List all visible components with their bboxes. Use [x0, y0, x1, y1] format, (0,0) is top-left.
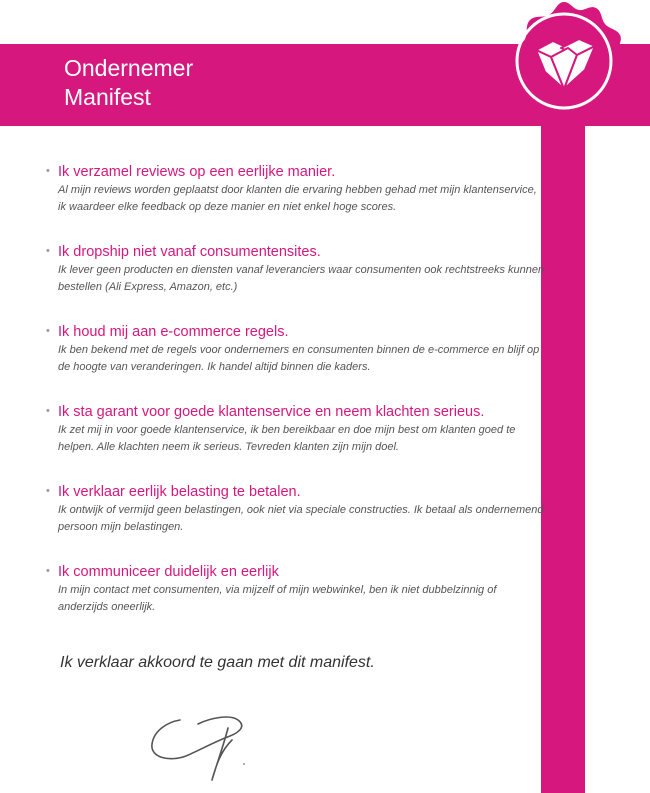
declaration-text: Ik verklaar akkoord te gaan met dit manifest. [60, 654, 375, 671]
item-body: Al mijn reviews worden geplaatst door klanten die ervaring hebben gehad met mijn klantenservice, ik waardeer elke feedback op deze manier en niet enkel hoge scores. [58, 184, 537, 213]
bullet-icon: • [46, 325, 50, 337]
list-item [46, 162, 546, 216]
item-body: Ik lever geen producten en diensten vanaf leveranciers waar consumenten ook rechtstreeks kunnen bestellen (Ali Express, Amazon, etc.) [58, 264, 545, 293]
item-body: Ik zet mij in voor goede klantenservice, ik ben bereikbaar en doe mijn best om klanten goed te helpen. Alle klachten neem ik serieus. Tevreden klanten zijn mijn doel. [58, 424, 516, 453]
list-item [46, 482, 546, 536]
page-title: Ondernemer Manifest [64, 55, 194, 110]
item-heading: Ik communiceer duidelijk en eerlijk [58, 564, 279, 580]
item-heading: Ik verklaar eerlijk belasting te betalen. [58, 484, 301, 500]
vertical-ribbon [541, 100, 585, 793]
manifest-list [46, 162, 546, 642]
list-item [46, 322, 546, 376]
list-item [46, 242, 546, 296]
list-item [46, 562, 546, 616]
item-body: In mijn contact met consumenten, via mijzelf of mijn webwinkel, ben ik niet dubbelzinnig of anderzijds oneerlijk. [58, 584, 497, 613]
heart-box-icon [503, 0, 625, 150]
signature-icon [140, 708, 260, 788]
bullet-icon: • [46, 565, 50, 577]
item-body: Ik ben bekend met de regels voor ondernemers en consumenten binnen de e-commerce en blijf op de hoogte van veranderingen. Ik handel altijd binnen die kaders. [58, 344, 540, 373]
bullet-icon: • [46, 165, 50, 177]
item-body: Ik ontwijk of vermijd geen belastingen, ook niet via speciale constructies. Ik betaal als ondernemend persoon mijn belastingen. [58, 504, 544, 533]
item-heading: Ik sta garant voor goede klantenservice en neem klachten serieus. [58, 404, 485, 420]
list-item [46, 402, 546, 456]
item-heading: Ik dropship niet vanaf consumentensites. [58, 244, 321, 260]
bullet-icon: • [46, 245, 50, 257]
item-heading: Ik houd mij aan e-commerce regels. [58, 324, 289, 340]
bullet-icon: • [46, 485, 50, 497]
bullet-icon: • [46, 405, 50, 417]
item-heading: Ik verzamel reviews op een eerlijke manier. [58, 164, 336, 180]
